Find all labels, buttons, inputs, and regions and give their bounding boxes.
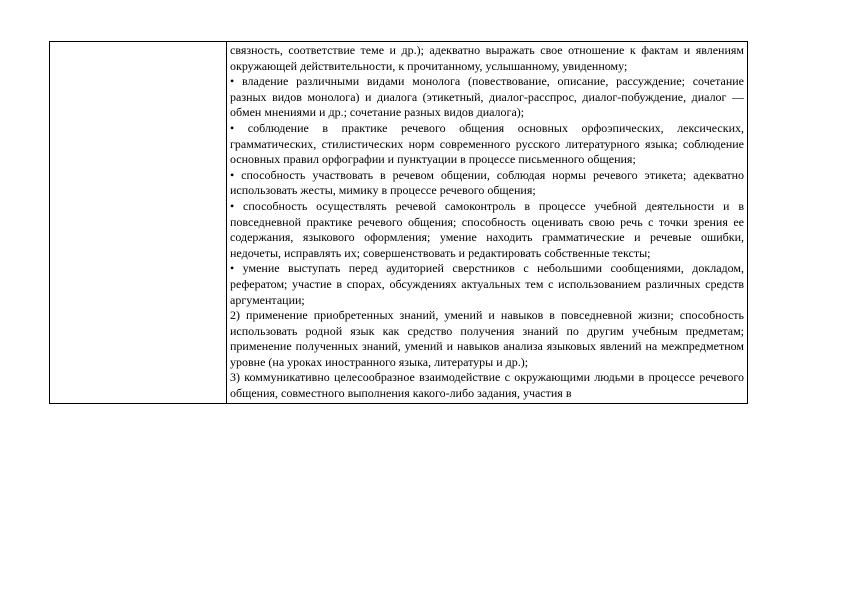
left-cell-text [50,42,226,44]
left-cell [50,42,227,404]
paragraph-4: • способность участвовать в речевом общении, соблюдая нормы речевого этикета; адекватно использовать жесты, мимику в процессе речевого общения; [230,167,744,198]
right-cell-content [227,42,747,403]
table-row [50,42,748,404]
right-cell [227,42,748,404]
paragraph-5: • способность осуществлять речевой самоконтроль в процессе учебной деятельности и в повседневной практике речевого общения; способность оценивать свою речь с точки зрения ее содержания, языкового оформления; умение находить грамматические и речевые ошибки, недочеты, исправлять их; совершенствовать и редактировать собственные тексты; [230,198,744,260]
paragraph-7: 2) применение приобретенных знаний, умений и навыков в повседневной жизни; способность использовать родной язык как средство получения знаний по другим учебным предметам; применение полученных знаний, умений и навыков анализа языковых явлений на межпредметном уровне (на уроках иностранного языка, литературы и др.); [230,308,744,369]
document-table [49,41,748,404]
paragraph-2: • владение различными видами монолога (повествование, описание, рассуждение; сочетание разных видов монолога) и диалога (этикетный, диалог-расспрос, диалог-побуждение, диалог — обмен мнениями и др.; сочетание разных видов диалога); [230,74,744,120]
paragraph-8: 3) коммуникативно целесообразное взаимодействие с окружающими людьми в процессе речевого общения, совместного выполнения какого-либо задания, участия в [230,370,744,401]
paragraph-6: • умение выступать перед аудиторией сверстников с небольшими сообщениями, докладом, рефератом; участие в спорах, обсуждениях актуальных тем с использованием различных средств аргументации; [230,261,744,307]
paragraph-1: связность, соответствие теме и др.); адекватно выражать свое отношение к фактам и явлениям окружающей действительности, к прочитанному, услышанному, увиденному; [230,43,744,73]
paragraph-3: • соблюдение в практике речевого общения основных орфоэпических, лексических, грамматических, стилистических норм современного русского литературного языка; соблюдение основных правил орфографии и пунктуации в процессе письменного общения; [230,120,744,167]
